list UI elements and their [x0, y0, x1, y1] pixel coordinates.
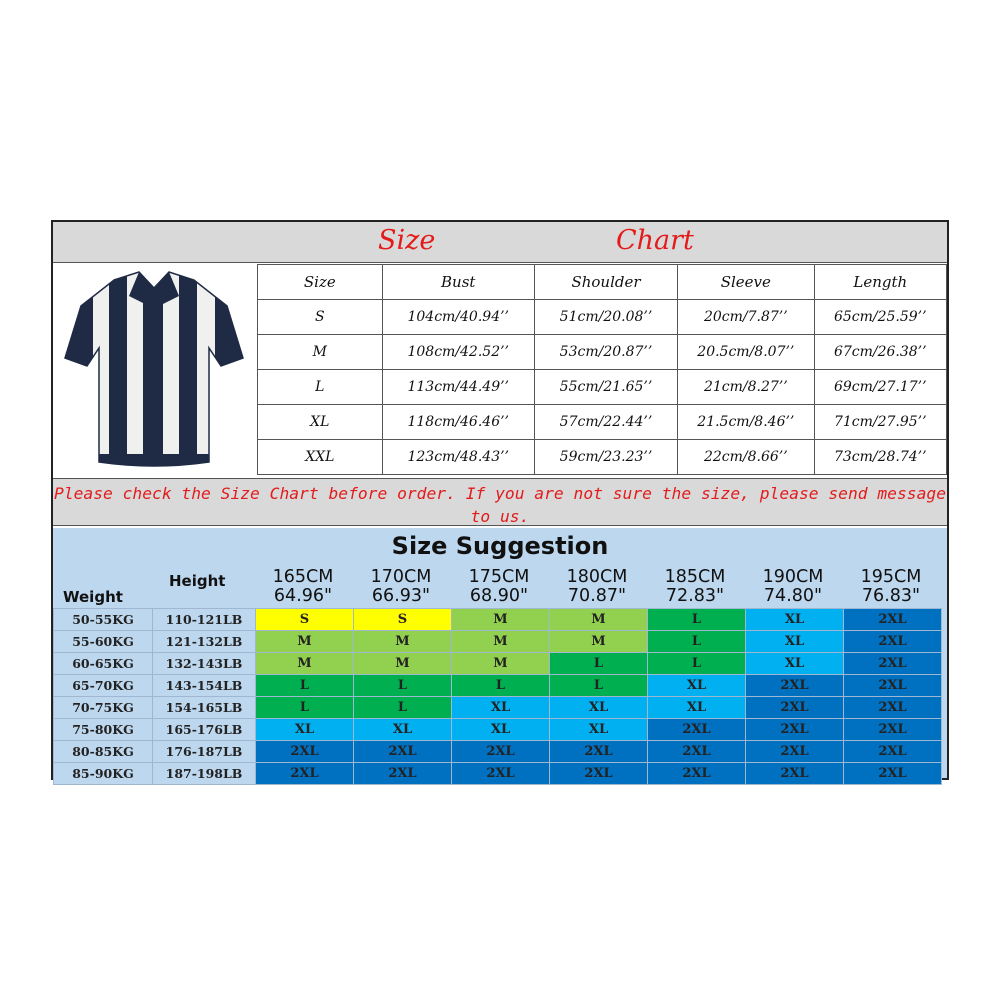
- height-column-185: [646, 568, 744, 606]
- suggested-size-cell: 2XL: [452, 763, 550, 785]
- cell-length: 69cm/27.17’’: [814, 370, 946, 405]
- suggested-size-cell: 2XL: [354, 741, 452, 763]
- height-cm: 175CM: [468, 567, 530, 587]
- suggested-size-cell: 2XL: [452, 741, 550, 763]
- suggested-size-cell: L: [648, 609, 746, 631]
- suggested-size-cell: L: [648, 631, 746, 653]
- weight-kg: 85-90KG: [54, 763, 153, 785]
- suggested-size-cell: XL: [354, 719, 452, 741]
- size-suggestion-grid: [53, 608, 942, 785]
- height-in: 72.83": [665, 586, 725, 606]
- suggested-size-cell: XL: [452, 697, 550, 719]
- cell-shoulder: 59cm/23.23’’: [534, 440, 677, 475]
- height-in: 68.90": [469, 586, 529, 606]
- suggested-size-cell: XL: [256, 719, 354, 741]
- weight-kg: 70-75KG: [54, 697, 153, 719]
- suggested-size-cell: L: [648, 653, 746, 675]
- cell-sleeve: 21cm/8.27’’: [678, 370, 814, 405]
- suggestion-row: [54, 609, 942, 631]
- height-column-180: [548, 568, 646, 606]
- suggestion-row: [54, 741, 942, 763]
- height-cm: 185CM: [664, 567, 726, 587]
- suggested-size-cell: S: [256, 609, 354, 631]
- suggested-size-cell: 2XL: [746, 719, 844, 741]
- suggested-size-cell: 2XL: [844, 609, 942, 631]
- suggested-size-cell: 2XL: [746, 763, 844, 785]
- suggested-size-cell: 2XL: [844, 719, 942, 741]
- height-label: Height: [169, 572, 226, 590]
- height-column-195: [842, 568, 940, 606]
- cell-size: S: [258, 300, 383, 335]
- suggested-size-cell: 2XL: [844, 631, 942, 653]
- suggestion-row: [54, 719, 942, 741]
- measurement-row-s: [258, 300, 947, 335]
- measurement-row-xl: [258, 405, 947, 440]
- suggested-size-cell: M: [354, 631, 452, 653]
- cell-shoulder: 55cm/21.65’’: [534, 370, 677, 405]
- measurement-row-m: [258, 335, 947, 370]
- suggested-size-cell: 2XL: [648, 741, 746, 763]
- suggested-size-cell: M: [452, 653, 550, 675]
- size-chart-title-size: Size: [378, 225, 436, 256]
- height-cm: 165CM: [272, 567, 334, 587]
- weight-lb: 121-132LB: [153, 631, 256, 653]
- weight-lb: 187-198LB: [153, 763, 256, 785]
- size-chart-panel: [51, 220, 949, 780]
- suggested-size-cell: L: [452, 675, 550, 697]
- cell-sleeve: 20.5cm/8.07’’: [678, 335, 814, 370]
- suggested-size-cell: 2XL: [844, 741, 942, 763]
- measurement-row-xxl: [258, 440, 947, 475]
- suggested-size-cell: XL: [550, 697, 648, 719]
- suggested-size-cell: L: [550, 653, 648, 675]
- suggestion-row: [54, 675, 942, 697]
- suggested-size-cell: L: [256, 675, 354, 697]
- suggested-size-cell: 2XL: [746, 741, 844, 763]
- suggested-size-cell: 2XL: [844, 653, 942, 675]
- height-in: 70.87": [567, 586, 627, 606]
- measurement-table: [257, 264, 947, 475]
- cell-sleeve: 20cm/7.87’’: [678, 300, 814, 335]
- cell-bust: 113cm/44.49’’: [382, 370, 534, 405]
- weight-kg: 75-80KG: [54, 719, 153, 741]
- weight-lb: 143-154LB: [153, 675, 256, 697]
- suggested-size-cell: M: [354, 653, 452, 675]
- weight-label: Weight: [63, 588, 123, 606]
- suggested-size-cell: 2XL: [354, 763, 452, 785]
- height-in: 66.93": [371, 586, 431, 606]
- weight-lb: 110-121LB: [153, 609, 256, 631]
- height-column-190: [744, 568, 842, 606]
- height-cm: 190CM: [762, 567, 824, 587]
- striped-polo-shirt-image: [59, 266, 249, 472]
- suggested-size-cell: XL: [746, 609, 844, 631]
- size-suggestion-panel: [53, 528, 947, 781]
- suggested-size-cell: 2XL: [844, 763, 942, 785]
- suggested-size-cell: M: [256, 653, 354, 675]
- weight-kg: 55-60KG: [54, 631, 153, 653]
- suggested-size-cell: XL: [648, 697, 746, 719]
- cell-length: 71cm/27.95’’: [814, 405, 946, 440]
- suggested-size-cell: XL: [746, 653, 844, 675]
- measurement-row-l: [258, 370, 947, 405]
- suggested-size-cell: 2XL: [648, 763, 746, 785]
- suggested-size-cell: 2XL: [550, 741, 648, 763]
- suggested-size-cell: XL: [550, 719, 648, 741]
- suggested-size-cell: L: [256, 697, 354, 719]
- suggested-size-cell: M: [452, 631, 550, 653]
- suggested-size-cell: 2XL: [256, 741, 354, 763]
- height-column-165: [254, 568, 352, 606]
- weight-kg: 80-85KG: [54, 741, 153, 763]
- suggested-size-cell: M: [550, 609, 648, 631]
- suggested-size-cell: 2XL: [746, 697, 844, 719]
- cell-sleeve: 21.5cm/8.46’’: [678, 405, 814, 440]
- size-chart-title-chart: Chart: [616, 225, 694, 256]
- cell-length: 73cm/28.74’’: [814, 440, 946, 475]
- suggested-size-cell: 2XL: [844, 675, 942, 697]
- cell-shoulder: 53cm/20.87’’: [534, 335, 677, 370]
- suggested-size-cell: S: [354, 609, 452, 631]
- weight-kg: 50-55KG: [54, 609, 153, 631]
- cell-size: XXL: [258, 440, 383, 475]
- cell-bust: 104cm/40.94’’: [382, 300, 534, 335]
- weight-lb: 132-143LB: [153, 653, 256, 675]
- suggested-size-cell: XL: [648, 675, 746, 697]
- weight-lb: 154-165LB: [153, 697, 256, 719]
- height-cm: 180CM: [566, 567, 628, 587]
- cell-bust: 108cm/42.52’’: [382, 335, 534, 370]
- suggested-size-cell: XL: [452, 719, 550, 741]
- weight-lb: 176-187LB: [153, 741, 256, 763]
- cell-size: M: [258, 335, 383, 370]
- height-cm: 195CM: [860, 567, 922, 587]
- suggestion-row: [54, 631, 942, 653]
- cell-length: 65cm/25.59’’: [814, 300, 946, 335]
- suggested-size-cell: 2XL: [648, 719, 746, 741]
- suggestion-row: [54, 653, 942, 675]
- height-in: 76.83": [861, 586, 921, 606]
- header-shoulder: Shoulder: [534, 265, 677, 300]
- height-cm: 170CM: [370, 567, 432, 587]
- suggested-size-cell: M: [550, 631, 648, 653]
- height-in: 64.96": [273, 586, 333, 606]
- height-column-170: [352, 568, 450, 606]
- suggested-size-cell: 2XL: [256, 763, 354, 785]
- cell-bust: 118cm/46.46’’: [382, 405, 534, 440]
- height-column-175: [450, 568, 548, 606]
- suggested-size-cell: 2XL: [746, 675, 844, 697]
- height-in: 74.80": [763, 586, 823, 606]
- suggestion-row: [54, 763, 942, 785]
- suggested-size-cell: L: [354, 675, 452, 697]
- header-size: Size: [258, 265, 383, 300]
- suggested-size-cell: 2XL: [844, 697, 942, 719]
- size-suggestion-title: Size Suggestion: [391, 532, 609, 560]
- cell-sleeve: 22cm/8.66’’: [678, 440, 814, 475]
- cell-shoulder: 51cm/20.08’’: [534, 300, 677, 335]
- suggested-size-cell: M: [256, 631, 354, 653]
- suggested-size-cell: XL: [746, 631, 844, 653]
- size-chart-title-band: [53, 222, 947, 263]
- suggested-size-cell: 2XL: [550, 763, 648, 785]
- weight-kg: 65-70KG: [54, 675, 153, 697]
- weight-kg: 60-65KG: [54, 653, 153, 675]
- weight-lb: 165-176LB: [153, 719, 256, 741]
- suggested-size-cell: L: [550, 675, 648, 697]
- suggested-size-cell: L: [354, 697, 452, 719]
- measurement-header-row: [258, 265, 947, 300]
- cell-length: 67cm/26.38’’: [814, 335, 946, 370]
- cell-size: L: [258, 370, 383, 405]
- header-length: Length: [814, 265, 946, 300]
- suggested-size-cell: M: [452, 609, 550, 631]
- header-sleeve: Sleeve: [678, 265, 814, 300]
- cell-bust: 123cm/48.43’’: [382, 440, 534, 475]
- header-bust: Bust: [382, 265, 534, 300]
- suggestion-row: [54, 697, 942, 719]
- cell-shoulder: 57cm/22.44’’: [534, 405, 677, 440]
- order-notice: Please check the Size Chart before order. If you are not sure the size, please send message to us.: [53, 478, 947, 526]
- cell-size: XL: [258, 405, 383, 440]
